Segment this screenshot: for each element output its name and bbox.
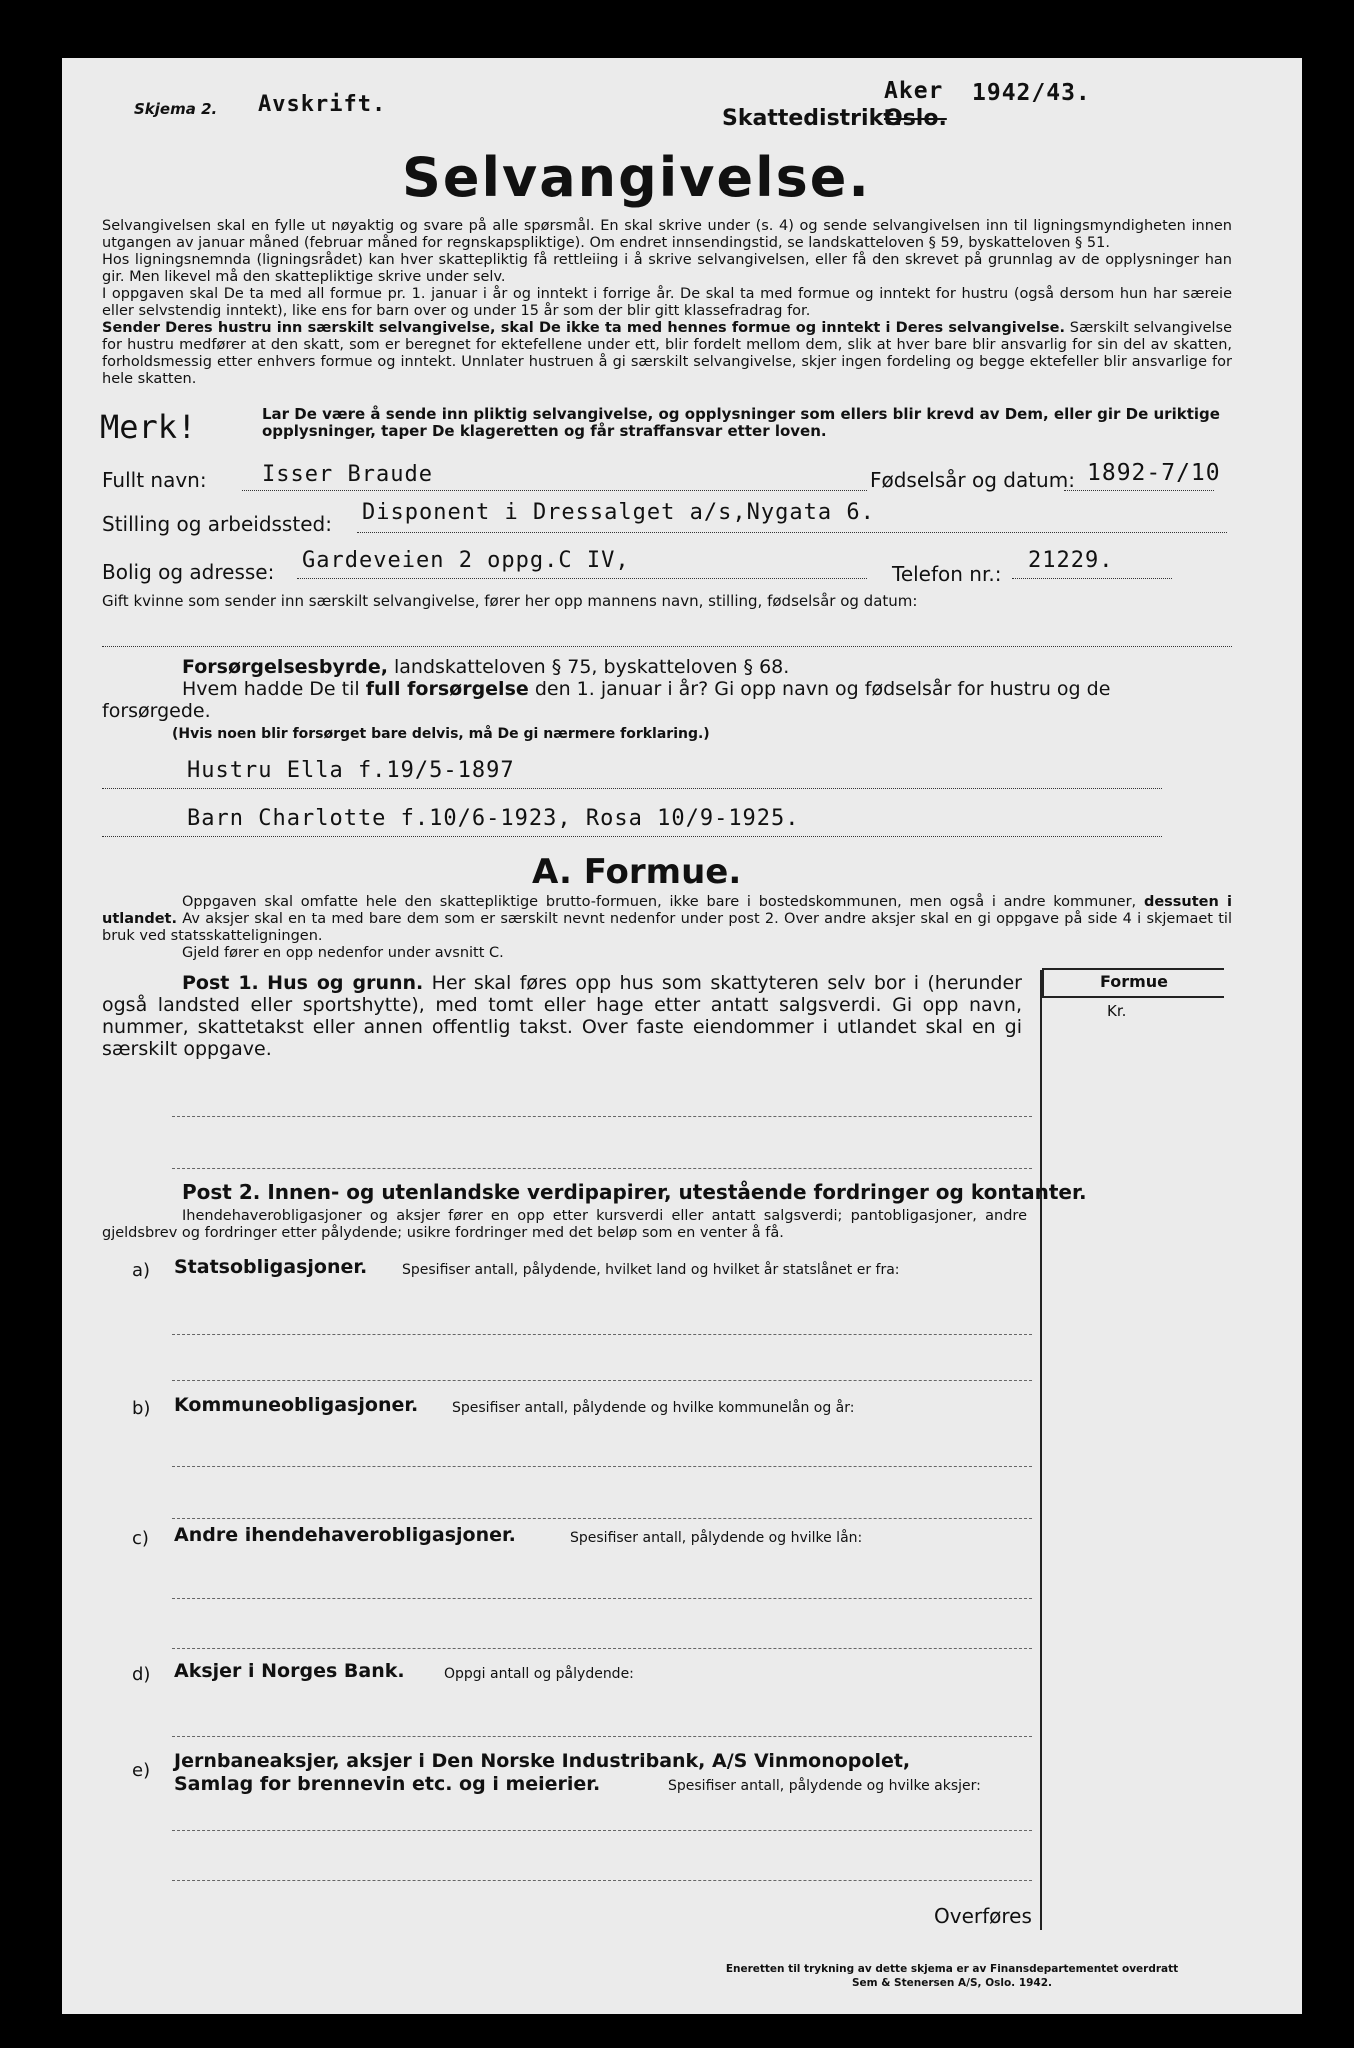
item-b-letter: b) (132, 1398, 151, 1419)
spouse-entry: Hustru Ella f.19/5-1897 (187, 758, 515, 783)
item-a-spec: Spesifiser antall, pålydende, hvilket land og hvilket år statslånet er fra: (402, 1262, 900, 1278)
form-title: Selvangivelse. (402, 146, 871, 209)
tax-district-struck: Oslo. (884, 106, 947, 131)
item-b-label: Kommuneobligasjoner. (174, 1394, 419, 1416)
item-c-spec: Spesifiser antall, pålydende og hvilke lån: (570, 1530, 863, 1546)
tax-year: 1942/43. (972, 80, 1091, 106)
notice-text: Lar De være å sende inn pliktig selvangivelse, og opplysninger som ellers blir krevd av Dem, eller gir De uriktige opplysninger, taper De klageretten og får straffansvar etter loven. (262, 405, 1220, 440)
dependents-note: (Hvis noen blir forsørget bare delvis, må De gi nærmere forklaring.) (172, 726, 710, 742)
section-a-title: A. Formue. (532, 852, 742, 892)
item-d-label: Aksjer i Norges Bank. (174, 1660, 405, 1682)
post1-text: Post 1. Hus og grunn. Her skal føres opp hus som skattyteren selv bor i (herunder også landsted eller sportshytte), med tomt eller hage etter antatt salgsverdi. Gi opp navn, nummer, skattetakst eller annen offentlig takst. Over faste eiendommer i utlandet skal en gi særskilt oppgave. (102, 972, 1022, 1060)
item-e-spec: Spesifiser antall, pålydende og hvilke aksjer: (668, 1778, 981, 1794)
printer-note: Eneretten til trykning av dette skjema er av Finansdepartementet overdratt Sem & Stenersen A/S, Oslo. 1942. (725, 1963, 1179, 1989)
phone-label: Telefon nr.: (892, 562, 1002, 586)
merk-label: Merk! (100, 408, 197, 446)
children-entry: Barn Charlotte f.10/6-1923, Rosa 10/9-1925. (187, 806, 800, 831)
item-e-label: Jernbaneaksjer, aksjer i Den Norske Industribank, A/S Vinmonopolet, Samlag for brennevin etc. og i meierier. (174, 1750, 911, 1795)
item-e-letter: e) (132, 1760, 151, 1781)
tax-district-value: Aker (884, 78, 944, 104)
item-a-label: Statsobligasjoner. (174, 1256, 368, 1278)
carry-forward-label: Overføres (934, 1904, 1032, 1928)
full-name-value: Isser Braude (262, 462, 433, 487)
tax-district-label: Skattedistrikt: (722, 106, 903, 131)
birth-date-label: Fødselsår og datum: (870, 468, 1075, 492)
birth-date-value: 1892-7/10 (1087, 460, 1221, 486)
item-c-label: Andre ihendehaverobligasjoner. (174, 1524, 516, 1546)
currency-label: Kr. (1107, 1002, 1127, 1020)
post2-text: Ihendehaverobligasjoner og aksjer fører en opp etter kursverdi eller antatt salgsverdi; pantobligasjoner, andre gjeldsbrev og fordringer etter pålydende; usikre fordringer med det beløp som en venter å få. (102, 1208, 1027, 1241)
dependents-question: Hvem hadde De til full forsørgelse den 1. januar i år? Gi opp navn og fødselsår for hustru og de forsørgede. (102, 678, 1111, 722)
formue-column-header: Formue (1042, 968, 1224, 998)
occupation-label: Stilling og arbeidssted: (102, 512, 332, 536)
married-woman-note: Gift kvinne som sender inn særskilt selvangivelse, fører her opp mannens navn, stilling, fødselsår og datum: (102, 592, 918, 610)
item-b-spec: Spesifiser antall, pålydende og hvilke kommunelån og år: (452, 1400, 855, 1416)
item-d-spec: Oppgi antall og pålydende: (444, 1666, 634, 1682)
dependents-heading: Forsørgelsesbyrde, landskatteloven § 75, byskatteloven § 68. (182, 656, 790, 678)
occupation-value: Disponent i Dressalget a/s,Nygata 6. (362, 500, 875, 525)
tax-return-form-page (62, 58, 1302, 2014)
full-name-label: Fullt navn: (102, 468, 207, 492)
post2-heading: Post 2. Innen- og utenlandske verdipapirer, utestående fordringer og kontanter. (182, 1180, 1087, 1204)
phone-value: 21229. (1028, 548, 1114, 573)
address-value: Gardeveien 2 oppg.C IV, (302, 548, 630, 573)
section-a-intro: Oppgaven skal omfatte hele den skattepliktige brutto-formuen, ikke bare i bostedskommunen, men også i andre kommuner, dessuten i utlandet. Av aksjer skal en ta med bare dem som er særskilt nevnt nedenfor under post 2. Over andre aksjer skal en gi oppgave på side 4 i skjemaet til bruk ved statsskatteligningen. Gjeld fører en opp nedenfor under avsnitt C. (102, 894, 1233, 961)
address-label: Bolig og adresse: (102, 560, 275, 584)
item-c-letter: c) (132, 1528, 149, 1549)
copy-marker: Avskrift. (258, 92, 387, 117)
item-a-letter: a) (132, 1260, 151, 1281)
form-number: Skjema 2. (134, 100, 218, 118)
instructions-text: Selvangivelsen skal en fylle ut nøyaktig og svare på alle spørsmål. En skal skrive under (s. 4) og sende selvangivelsen inn til ligningsmyndigheten innen utgangen av januar måned (februar måned for regnskapspliktige). Om endret innsendingstid, se landskatteloven § 59, byskatteloven § 51. Hos ligningsnemnda (ligningsrådet) kan hver skattepliktig få rettleiing i å skrive selvangivelsen, eller få den skrevet på grunnlag av de opplysninger han gir. Men likevel må den skattepliktige skrive under selv. I oppgaven skal De ta med all formue pr. 1. januar i år og inntekt i forrige år. De skal ta med formue og inntekt for hustru (også dersom hun har særeie eller selvstendig inntekt), like ens for barn over og under 15 år som der blir gitt klassefradrag for. Sender Deres hustru inn særskilt selvangivelse, skal De ikke ta med hennes formue og inntekt i Deres selvangivelse. Særskilt selvangivelse for hustru medfører at den skatt, som er beregnet for ektefellene under ett, blir fordelt mellom dem, slik at hver bare blir ansvarlig for sin del av skatten, forholdsmessig etter enhvers formue og inntekt. Unnlater hustruen å gi særskilt selvangivelse, skjer ingen fordeling og begge ektefeller blir ansvarlige for hele skatten. (102, 218, 1233, 387)
item-d-letter: d) (132, 1664, 151, 1685)
